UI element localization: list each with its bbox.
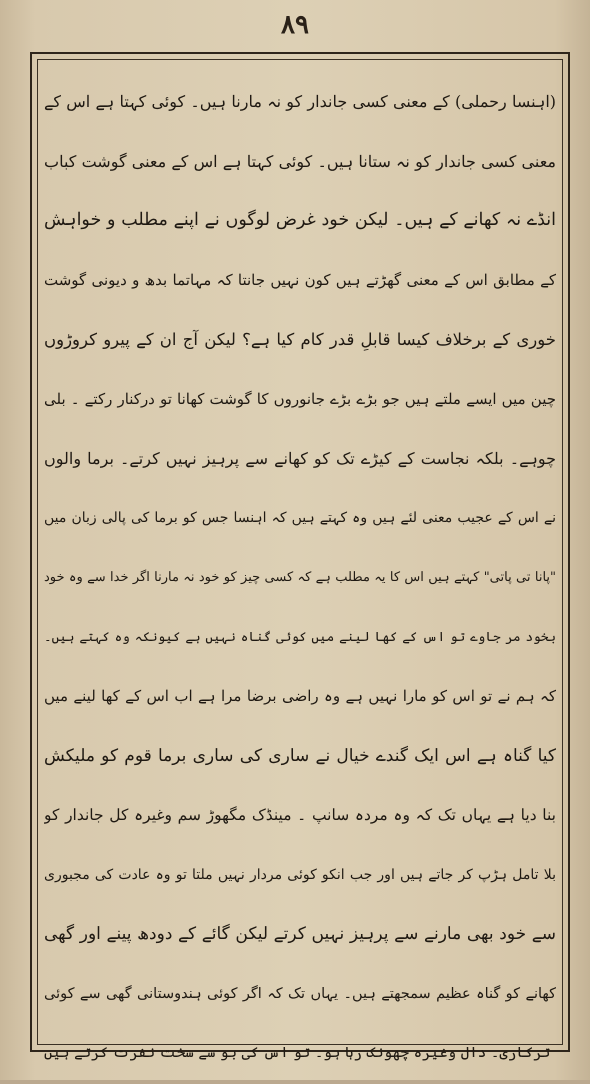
text-line-7: چوہے۔ بلکہ نجاست کے کیڑے تک کو کھانے سے پرہیز نہیں کرتے۔ برما والوں (44, 449, 556, 468)
text-line-10: بخود مر جاوے تو اس کے کھا لینے میں کوئی گناہ نہیں ہے کیونکہ وہ کہتے ہیں۔ (44, 629, 556, 645)
text-line-3: انڈے نہ کھانے کے ہیں۔ لیکن خود غرض لوگوں نے اپنے مطلب و خواہش (44, 210, 556, 230)
text-line-8: نے اس کے عجیب معنی لئے ہیں وہ کہتے ہیں کہ اہنسا جس کو برما کی پالی زبان میں (44, 509, 556, 526)
page-number: ۸۹ (281, 10, 309, 40)
text-line-6: چین میں ایسے ملتے ہیں جو بڑے بڑے جانوروں کا گوشت کھانا تو درکنار رکتے ۔ بلی (44, 389, 556, 408)
text-line-2: معنی کسی جاندار کو نہ ستانا ہیں۔ کوئی کہتا ہے اس کے معنی گوشت کباب (44, 151, 556, 171)
text-line-12: کیا گناہ ہے اس ایک گندے خیال نے ساری کی ساری برما قوم کو ملیکش (44, 745, 556, 766)
text-line-15: سے خود بھی مارنے سے پرہیز نہیں کرتے لیکن گائے کے دودھ پینے اور گھی (44, 924, 556, 944)
text-line-11: کہ ہم نے تو اس کو مارا نہیں ہے وہ راضی برضا مرا ہے اب اس کے کھا لینے میں (44, 687, 556, 705)
text-line-17: ترکاری۔ دال وغیرہ چھونک رہا ہو۔ تو اس کی بو سے سخت نفرت کرتے ہیں (44, 1045, 551, 1061)
text-line-4: کے مطابق اس کے معنی گھڑتے ہیں کون نہیں جانتا کہ مہاتما بدھ و دیونی گوشت (44, 270, 556, 289)
text-line-16: کھانے کو گناہ عظیم سمجھتے ہیں۔ یہاں تک کہ اگر کوئی ہندوستانی گھی سے کوئی (44, 985, 556, 1002)
text-line-14: بلا تامل ہڑپ کر جاتے ہیں اور جب انکو کوئی مردار نہیں ملتا تو وہ عادت کی مجبوری (44, 866, 556, 883)
urdu-text-block (44, 72, 556, 1084)
text-line-13: بنا دیا ہے یہاں تک کہ وہ مردہ سانپ ۔ مینڈک مگھوڑ سم وغیرہ کل جاندار کو (44, 806, 556, 824)
text-line-1: (اہنسا رحملی) کے معنی کسی جاندار کو نہ مارنا ہیں۔ کوئی کہتا ہے اس کے (44, 92, 556, 111)
text-line-9: "پانا تی پاتی" کہتے ہیں اس کا یہ مطلب ہے کہ کسی چیز کو خود نہ مارنا اگر خدا سے وہ خود (44, 570, 556, 585)
text-line-5: خوری کے برخلاف کیسا قابلِ قدر کام کیا ہے؟ لیکن آج ان کے پیرو کروڑوں (44, 330, 556, 349)
